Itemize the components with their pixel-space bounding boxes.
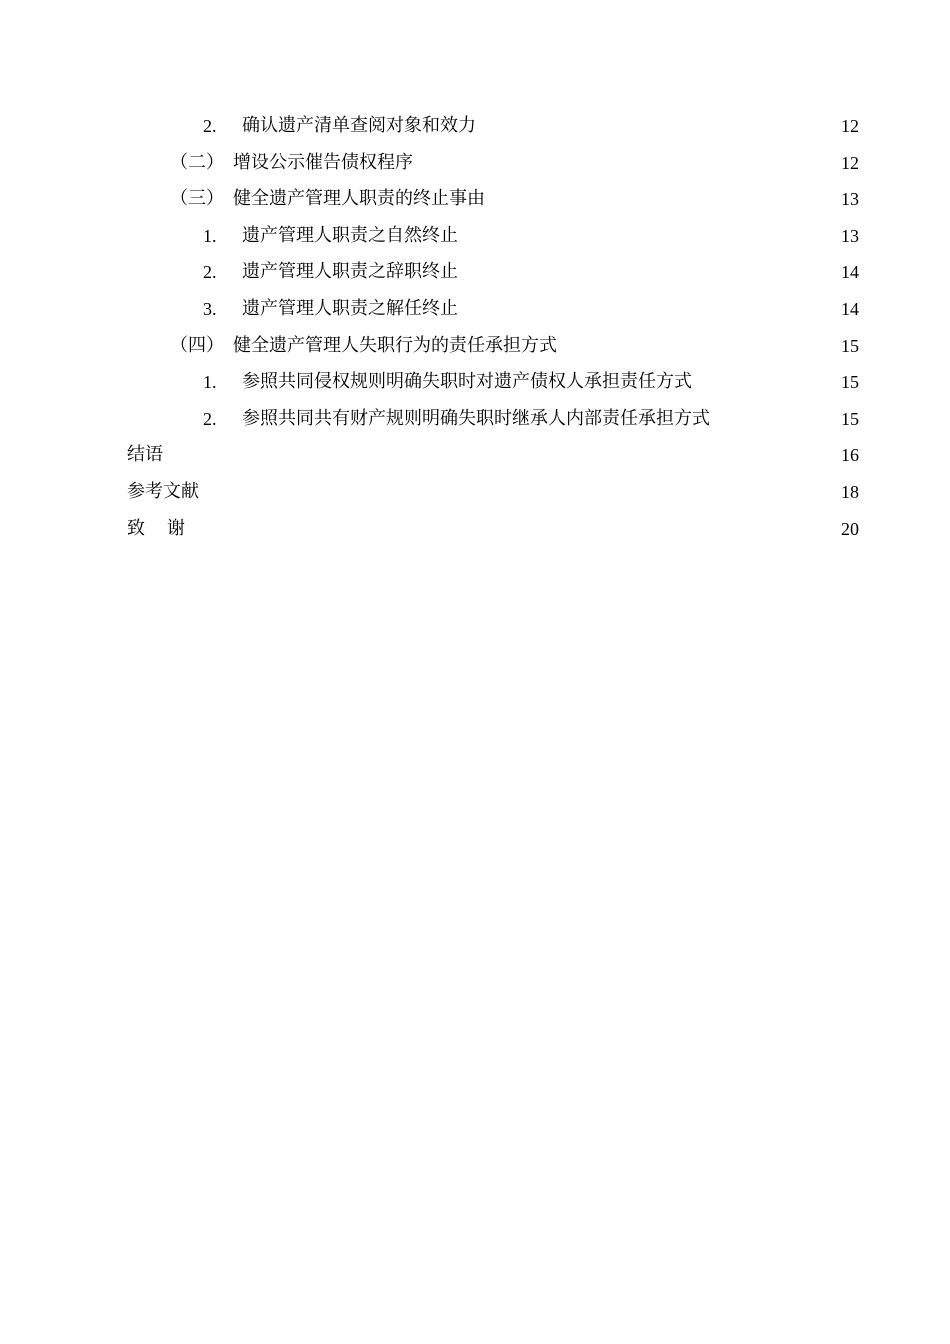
- toc-entry-references[interactable]: [0, 474, 950, 511]
- toc-entry-page: 14: [841, 298, 859, 319]
- toc-entry-page: 20: [841, 518, 859, 539]
- toc-entry-title: 参照共同侵权规则明确失职时对遗产债权人承担责任方式: [242, 371, 692, 393]
- toc-entry-page: 16: [841, 445, 859, 466]
- toc-entry[interactable]: [0, 254, 950, 291]
- toc-entry-title: 遗产管理人职责之解任终止: [242, 297, 458, 319]
- toc-entry[interactable]: [0, 401, 950, 438]
- toc-entry-conclusion[interactable]: [0, 437, 950, 474]
- toc-entry-number: 2.: [203, 262, 217, 283]
- toc-entry[interactable]: [0, 364, 950, 401]
- toc-entry-title: 遗产管理人职责之自然终止: [242, 224, 458, 246]
- toc-entry-number: （三）: [170, 188, 224, 210]
- toc-entry[interactable]: [0, 181, 950, 218]
- table-of-contents: [0, 108, 950, 547]
- toc-entry-title: 致谢: [127, 517, 207, 539]
- toc-entry-title: 参考文献: [127, 480, 199, 502]
- toc-entry-page: 14: [841, 262, 859, 283]
- toc-entry-title: 遗产管理人职责之辞职终止: [242, 261, 458, 283]
- toc-entry-title: 参照共同共有财产规则明确失职时继承人内部责任承担方式: [242, 407, 710, 429]
- toc-entry-page: 15: [841, 408, 859, 429]
- toc-entry-page: 12: [841, 152, 859, 173]
- toc-entry-number: 1.: [203, 225, 217, 246]
- toc-entry[interactable]: [0, 328, 950, 365]
- toc-entry-page: 12: [841, 116, 859, 136]
- toc-entry-page: 13: [841, 189, 859, 210]
- toc-entry-number: 2.: [203, 408, 217, 429]
- toc-entry-title: 确认遗产清单查阅对象和效力: [242, 115, 476, 136]
- toc-entry[interactable]: [0, 145, 950, 182]
- toc-entry-number: （二）: [170, 151, 224, 173]
- toc-entry-title: 结语: [127, 444, 163, 466]
- toc-entry[interactable]: [0, 108, 950, 145]
- toc-entry-page: 18: [841, 481, 859, 502]
- toc-entry-title: 健全遗产管理人职责的终止事由: [233, 188, 485, 210]
- toc-entry-page: 15: [841, 372, 859, 393]
- toc-entry-number: 1.: [203, 372, 217, 393]
- toc-entry-number: （四）: [170, 334, 224, 356]
- toc-entry[interactable]: [0, 218, 950, 255]
- toc-entry-title: 增设公示催告债权程序: [233, 151, 413, 173]
- toc-entry-acknowledgements[interactable]: [0, 511, 950, 548]
- toc-entry-page: 15: [841, 335, 859, 356]
- toc-entry[interactable]: [0, 291, 950, 328]
- toc-entry-page: 13: [841, 225, 859, 246]
- toc-entry-number: 3.: [203, 298, 217, 319]
- toc-entry-title: 健全遗产管理人失职行为的责任承担方式: [233, 334, 557, 356]
- toc-entry-number: 2.: [203, 116, 217, 136]
